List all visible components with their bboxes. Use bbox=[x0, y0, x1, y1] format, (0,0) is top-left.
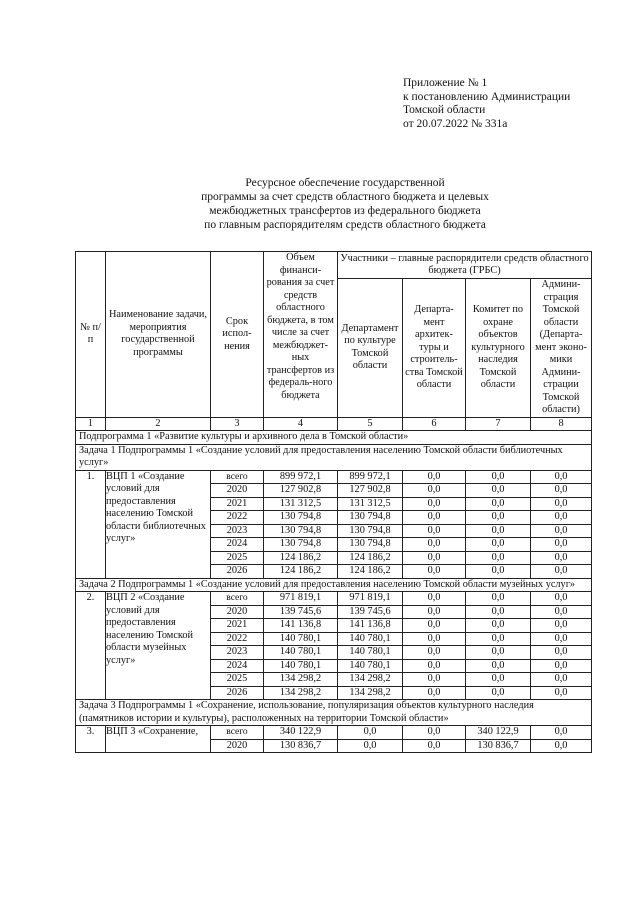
cell-dept-architecture: 0,0 bbox=[403, 659, 466, 673]
cell-committee-heritage: 0,0 bbox=[466, 619, 531, 633]
title-line: программы за счет средств областного бюджета и целевых bbox=[201, 191, 489, 203]
cell-period: 2024 bbox=[211, 659, 264, 673]
table-row bbox=[76, 592, 592, 606]
cell-committee-heritage: 0,0 bbox=[466, 470, 531, 484]
item-name: ВЦП 1 «Создание условий для предоставления населению Томской области библиотечных услуг» bbox=[106, 470, 211, 578]
cell-period: 2022 bbox=[211, 511, 264, 525]
cell-dept-culture: 134 298,2 bbox=[338, 686, 403, 700]
subprogram-title: Подпрограмма 1 «Развитие культуры и архивного дела в Томской области» bbox=[76, 431, 592, 445]
cell-committee-heritage: 0,0 bbox=[466, 659, 531, 673]
cell-dept-culture: 971 819,1 bbox=[338, 592, 403, 606]
appendix-line: от 20.07.2022 № 331а bbox=[403, 117, 508, 130]
cell-administration: 0,0 bbox=[531, 484, 592, 498]
cell-administration: 0,0 bbox=[531, 659, 592, 673]
header-term: Срок испол-нения bbox=[211, 252, 264, 418]
table-row bbox=[76, 470, 592, 484]
cell-volume: 140 780,1 bbox=[264, 632, 338, 646]
cell-administration: 0,0 bbox=[531, 739, 592, 753]
cell-dept-culture: 140 780,1 bbox=[338, 632, 403, 646]
item-number: 1. bbox=[76, 470, 106, 578]
title-line: по главным распорядителям средств областного бюджета bbox=[204, 219, 486, 231]
task-row bbox=[76, 700, 592, 726]
header-c6: Департа-мент архитек-туры и строитель-ства Томской области bbox=[403, 279, 466, 418]
title-line: Ресурсное обеспечение государственной bbox=[245, 177, 445, 189]
cell-dept-culture: 140 780,1 bbox=[338, 646, 403, 660]
cell-administration: 0,0 bbox=[531, 538, 592, 552]
cell-administration: 0,0 bbox=[531, 497, 592, 511]
cell-dept-architecture: 0,0 bbox=[403, 739, 466, 753]
task-row bbox=[76, 578, 592, 592]
cell-dept-culture: 130 794,8 bbox=[338, 524, 403, 538]
cell-dept-architecture: 0,0 bbox=[403, 551, 466, 565]
cell-dept-architecture: 0,0 bbox=[403, 497, 466, 511]
cell-volume: 140 780,1 bbox=[264, 646, 338, 660]
cell-period: 2025 bbox=[211, 673, 264, 687]
cell-volume: 127 902,8 bbox=[264, 484, 338, 498]
cell-period: 2020 bbox=[211, 484, 264, 498]
cell-administration: 0,0 bbox=[531, 686, 592, 700]
table-row bbox=[76, 726, 592, 740]
header-row bbox=[76, 252, 592, 279]
cell-dept-culture: 140 780,1 bbox=[338, 659, 403, 673]
cell-dept-culture: 131 312,5 bbox=[338, 497, 403, 511]
subprogram-row bbox=[76, 431, 592, 445]
cell-dept-culture: 130 794,8 bbox=[338, 538, 403, 552]
col-number: 3 bbox=[211, 417, 264, 431]
col-number: 6 bbox=[403, 417, 466, 431]
cell-administration: 0,0 bbox=[531, 592, 592, 606]
cell-dept-architecture: 0,0 bbox=[403, 726, 466, 740]
col-number: 5 bbox=[338, 417, 403, 431]
cell-volume: 899 972,1 bbox=[264, 470, 338, 484]
cell-volume: 141 136,8 bbox=[264, 619, 338, 633]
task-row bbox=[76, 444, 592, 470]
cell-volume: 130 794,8 bbox=[264, 524, 338, 538]
cell-administration: 0,0 bbox=[531, 632, 592, 646]
cell-volume: 131 312,5 bbox=[264, 497, 338, 511]
cell-dept-architecture: 0,0 bbox=[403, 632, 466, 646]
cell-committee-heritage: 340 122,9 bbox=[466, 726, 531, 740]
cell-administration: 0,0 bbox=[531, 524, 592, 538]
cell-dept-architecture: 0,0 bbox=[403, 538, 466, 552]
appendix-line: Приложение № 1 bbox=[403, 77, 488, 89]
cell-committee-heritage: 0,0 bbox=[466, 565, 531, 579]
cell-committee-heritage: 0,0 bbox=[466, 551, 531, 565]
cell-dept-architecture: 0,0 bbox=[403, 511, 466, 525]
cell-volume: 340 122,9 bbox=[264, 726, 338, 740]
document-title bbox=[100, 176, 590, 232]
resource-table bbox=[75, 251, 592, 753]
col-number: 1 bbox=[76, 417, 106, 431]
col-number: 8 bbox=[531, 417, 592, 431]
cell-dept-architecture: 0,0 bbox=[403, 565, 466, 579]
cell-period: 2026 bbox=[211, 686, 264, 700]
cell-volume: 130 794,8 bbox=[264, 538, 338, 552]
cell-period: 2023 bbox=[211, 646, 264, 660]
cell-dept-architecture: 0,0 bbox=[403, 605, 466, 619]
cell-dept-culture: 134 298,2 bbox=[338, 673, 403, 687]
cell-dept-architecture: 0,0 bbox=[403, 646, 466, 660]
cell-period: всего bbox=[211, 592, 264, 606]
task-title: Задача 1 Подпрограммы 1 «Создание условий для предоставления населению Томской области библиотечных услуг» bbox=[76, 444, 592, 470]
cell-volume: 134 298,2 bbox=[264, 686, 338, 700]
task-title: Задача 3 Подпрограммы 1 «Сохранение, использование, популяризация объектов культурного наследия (памятников истории и культуры), расположенных на территории Томской области» bbox=[76, 700, 592, 726]
cell-dept-architecture: 0,0 bbox=[403, 619, 466, 633]
cell-committee-heritage: 0,0 bbox=[466, 686, 531, 700]
cell-period: 2020 bbox=[211, 739, 264, 753]
cell-committee-heritage: 0,0 bbox=[466, 484, 531, 498]
header-name: Наименование задачи, мероприятия государственной программы bbox=[106, 252, 211, 418]
header-c8: Админи-страция Томской области (Департа-мент эконо-мики Админи-страции Томской области) bbox=[531, 279, 592, 418]
cell-administration: 0,0 bbox=[531, 511, 592, 525]
cell-dept-architecture: 0,0 bbox=[403, 470, 466, 484]
cell-dept-culture: 124 186,2 bbox=[338, 551, 403, 565]
cell-dept-architecture: 0,0 bbox=[403, 484, 466, 498]
cell-period: 2021 bbox=[211, 497, 264, 511]
cell-dept-architecture: 0,0 bbox=[403, 686, 466, 700]
header-c7: Комитет по охране объектов культурного наследия Томской области bbox=[466, 279, 531, 418]
cell-period: 2024 bbox=[211, 538, 264, 552]
cell-committee-heritage: 0,0 bbox=[466, 592, 531, 606]
task-title: Задача 2 Подпрограммы 1 «Создание условий для предоставления населению Томской области музейных услуг» bbox=[76, 578, 592, 592]
cell-dept-architecture: 0,0 bbox=[403, 673, 466, 687]
cell-dept-architecture: 0,0 bbox=[403, 524, 466, 538]
col-number: 2 bbox=[106, 417, 211, 431]
cell-administration: 0,0 bbox=[531, 565, 592, 579]
cell-committee-heritage: 0,0 bbox=[466, 673, 531, 687]
col-number: 7 bbox=[466, 417, 531, 431]
item-name: ВЦП 2 «Создание условий для предоставления населению Томской области музейных услуг» bbox=[106, 592, 211, 700]
cell-volume: 130 836,7 bbox=[264, 739, 338, 753]
appendix-line: к постановлению Администрации bbox=[403, 90, 571, 103]
item-number: 2. bbox=[76, 592, 106, 700]
cell-dept-culture: 124 186,2 bbox=[338, 565, 403, 579]
cell-administration: 0,0 bbox=[531, 646, 592, 660]
col-number: 4 bbox=[264, 417, 338, 431]
cell-dept-culture: 130 794,8 bbox=[338, 511, 403, 525]
cell-administration: 0,0 bbox=[531, 726, 592, 740]
cell-administration: 0,0 bbox=[531, 605, 592, 619]
cell-dept-culture: 127 902,8 bbox=[338, 484, 403, 498]
cell-period: 2025 bbox=[211, 551, 264, 565]
item-name: ВЦП 3 «Сохранение, bbox=[106, 726, 211, 753]
cell-period: 2026 bbox=[211, 565, 264, 579]
cell-period: всего bbox=[211, 470, 264, 484]
cell-committee-heritage: 0,0 bbox=[466, 511, 531, 525]
header-participants: Участники – главные распорядители средств областного бюджета (ГРБС) bbox=[338, 252, 592, 279]
cell-dept-culture: 139 745,6 bbox=[338, 605, 403, 619]
cell-volume: 124 186,2 bbox=[264, 565, 338, 579]
cell-administration: 0,0 bbox=[531, 470, 592, 484]
cell-committee-heritage: 0,0 bbox=[466, 646, 531, 660]
header-num: № п/п bbox=[76, 252, 106, 418]
cell-volume: 124 186,2 bbox=[264, 551, 338, 565]
cell-volume: 130 794,8 bbox=[264, 511, 338, 525]
appendix-note bbox=[403, 77, 570, 131]
cell-committee-heritage: 130 836,7 bbox=[466, 739, 531, 753]
cell-committee-heritage: 0,0 bbox=[466, 632, 531, 646]
cell-volume: 134 298,2 bbox=[264, 673, 338, 687]
cell-period: 2020 bbox=[211, 605, 264, 619]
item-number: 3. bbox=[76, 726, 106, 753]
appendix-line: Томской области bbox=[403, 104, 486, 116]
cell-committee-heritage: 0,0 bbox=[466, 538, 531, 552]
cell-period: 2023 bbox=[211, 524, 264, 538]
cell-dept-culture: 0,0 bbox=[338, 739, 403, 753]
title-line: межбюджетных трансфертов из федерального бюджета bbox=[209, 205, 481, 217]
cell-dept-culture: 0,0 bbox=[338, 726, 403, 740]
cell-dept-architecture: 0,0 bbox=[403, 592, 466, 606]
cell-period: 2021 bbox=[211, 619, 264, 633]
cell-committee-heritage: 0,0 bbox=[466, 524, 531, 538]
cell-committee-heritage: 0,0 bbox=[466, 497, 531, 511]
header-c5: Департамент по культуре Томской области bbox=[338, 279, 403, 418]
cell-volume: 140 780,1 bbox=[264, 659, 338, 673]
cell-dept-culture: 899 972,1 bbox=[338, 470, 403, 484]
cell-committee-heritage: 0,0 bbox=[466, 605, 531, 619]
cell-administration: 0,0 bbox=[531, 619, 592, 633]
cell-period: всего bbox=[211, 726, 264, 740]
cell-volume: 971 819,1 bbox=[264, 592, 338, 606]
cell-administration: 0,0 bbox=[531, 551, 592, 565]
cell-administration: 0,0 bbox=[531, 673, 592, 687]
cell-volume: 139 745,6 bbox=[264, 605, 338, 619]
column-number-row bbox=[76, 417, 592, 431]
cell-period: 2022 bbox=[211, 632, 264, 646]
cell-dept-culture: 141 136,8 bbox=[338, 619, 403, 633]
header-volume: Объем финанси-рования за счет средств областного бюджета, в том числе за счет межбюджет-ных трансфертов из федераль-ного бюджета bbox=[264, 252, 338, 418]
